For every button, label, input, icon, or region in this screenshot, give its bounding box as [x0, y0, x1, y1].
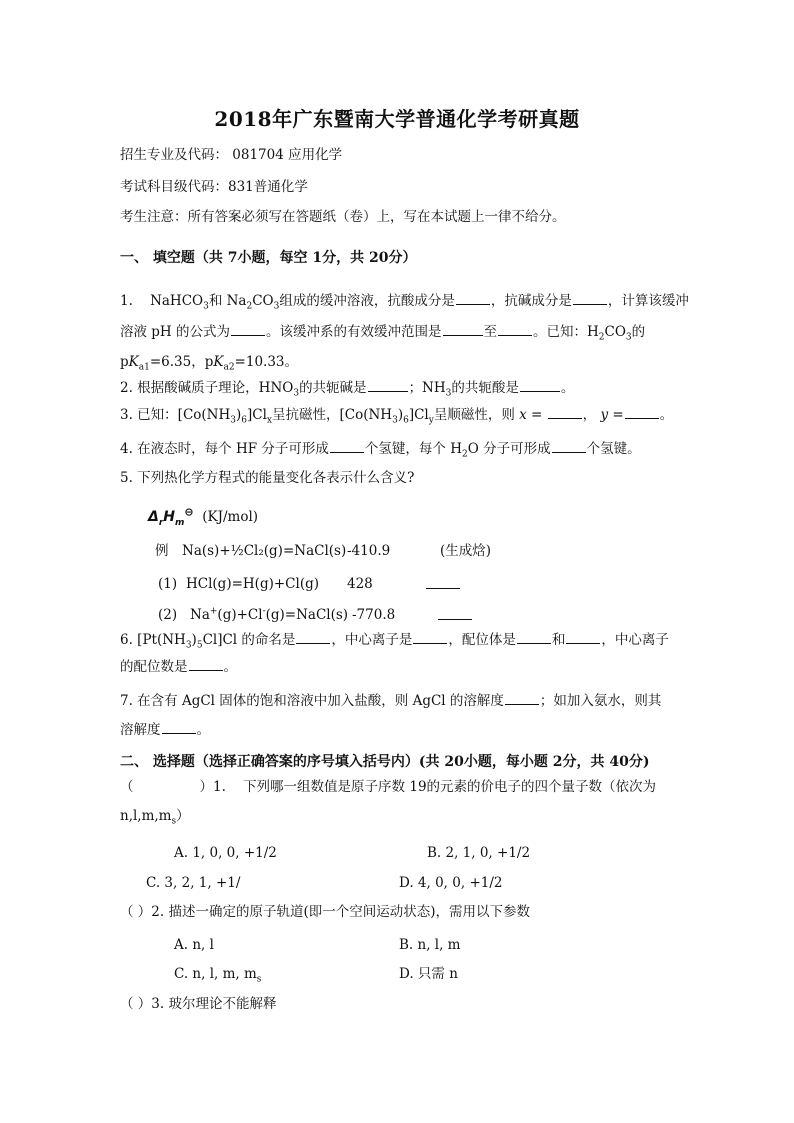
q3-text: ]Cl	[408, 407, 429, 423]
answer-blank[interactable]	[552, 439, 586, 453]
q3-text: =	[526, 407, 547, 423]
q1-text-b2: CO	[252, 293, 274, 309]
q1-line3-c: =6.35，p	[149, 354, 214, 370]
q1-sub: a2	[223, 362, 235, 373]
option-c-sub: s	[256, 974, 262, 985]
standard-state-icon: ⊖	[184, 505, 194, 519]
q3-sub: 3	[392, 415, 398, 426]
q7-text: ；如加入氨水，则其	[539, 693, 662, 709]
q1-line2-e: CO	[604, 324, 626, 340]
answer-blank[interactable]	[296, 630, 330, 644]
q3-var-y: y	[600, 407, 609, 423]
q2-line	[120, 378, 574, 397]
q1-line2	[120, 322, 645, 341]
example-label: 例	[155, 543, 169, 559]
major-line: 招生专业及代码： 081704 应用化学	[120, 147, 343, 163]
example-row	[155, 542, 169, 560]
answer-blank[interactable]	[231, 322, 265, 336]
q6-text: 的配位数是	[120, 659, 188, 675]
question-text: 下列哪一组数值是原子序数 19的元素的价电子的四个量子数（依次为	[243, 779, 657, 795]
q4-line	[120, 439, 641, 458]
reaction1-label: (1)	[158, 576, 178, 592]
answer-blank[interactable]	[330, 439, 364, 453]
answer-blank[interactable]	[548, 405, 582, 419]
q1-text-a: NaHCO	[150, 293, 204, 309]
question-text: ）	[176, 808, 190, 824]
section2-heading: 二、 选择题（选择正确答案的序号填入括号内）(共 20小题，每小题 2分，共 40分)	[120, 754, 650, 770]
symbol-sub-r: r	[158, 517, 164, 528]
q7-text: 7. 在含有 AgCl 固体的饱和溶液中加入盐酸，则 AgCl 的溶解度	[120, 693, 504, 709]
example-eq: Na(s)+½Cl₂(g)=NaCl(s)	[182, 543, 347, 559]
question-number: ）1.	[199, 779, 226, 795]
mc-q2-question: （ ）2. 描述一确定的原子轨道(即一个空间运动状态)，需用以下参数	[120, 904, 530, 920]
q2-sub: 3	[293, 388, 300, 399]
delta-symbol: Δ	[148, 509, 159, 525]
q4-text: 4. 在液态时，每个 HF 分子可形成	[120, 441, 329, 457]
mc-q2-option-a[interactable]: A. n, l	[174, 937, 214, 953]
q7-text: 。	[196, 722, 210, 738]
answer-blank[interactable]	[520, 378, 560, 392]
q2-text-c: ；NH	[408, 380, 446, 396]
q5-question: 5. 下列热化学方程式的能量变化各表示什么含义?	[120, 470, 415, 486]
q2-text-e: 。	[560, 380, 575, 396]
q-sub: s	[171, 816, 177, 827]
thermo-header	[148, 505, 259, 528]
answer-blank[interactable]	[573, 291, 607, 305]
q3-sub: y	[428, 415, 434, 426]
q3-text: =	[608, 407, 624, 423]
q6-text: Cl]Cl 的命名是	[202, 632, 296, 648]
q3-text: )	[397, 407, 404, 423]
q3-sub: 6	[241, 415, 247, 426]
answer-blank[interactable]	[189, 657, 223, 671]
q1-sub: 3	[273, 301, 280, 312]
q6-text: 6. [Pt(NH	[120, 632, 186, 648]
r2-eq-part: (g)=NaCl(s)	[265, 607, 349, 623]
answer-blank[interactable]	[426, 575, 460, 589]
q3-text: ]Cl	[247, 407, 267, 423]
q3-sub: 3	[230, 415, 236, 426]
answer-blank[interactable]	[456, 291, 490, 305]
q2-sub: 3	[445, 388, 452, 399]
q3-text: 。	[659, 407, 674, 423]
q6-text: ，中心离子是	[331, 632, 413, 648]
q1-line3	[120, 353, 298, 371]
reaction1-eq: HCl(g)=H(g)+Cl(g)	[186, 576, 319, 592]
q6-text: 和	[551, 632, 566, 648]
q3-text: )	[235, 407, 242, 423]
q1-sub: 3	[203, 301, 209, 312]
mc-q2-option-b[interactable]: B. n, l, m	[399, 937, 461, 953]
notice-line: 考生注意：所有答案必须写在答题纸（卷）上，写在本试题上一律不给分。	[120, 209, 566, 225]
q3-sub: 6	[403, 415, 409, 426]
answer-blank[interactable]	[162, 720, 196, 734]
q1-text-b: 和 Na	[208, 293, 247, 309]
answer-blank[interactable]	[498, 322, 532, 336]
q1-line3-e: =10.33。	[234, 354, 299, 370]
mc-q3-question: （ ）3. 玻尔理论不能解释	[120, 996, 277, 1012]
enthalpy-symbol	[148, 505, 194, 528]
q3-text: 呈顺磁性，则	[433, 407, 515, 423]
paren-open: （	[120, 779, 134, 795]
reaction1-answer	[425, 575, 461, 594]
q1-line2-b: 。该缓冲系的有效缓冲范围是	[266, 324, 442, 340]
subject-line: 考试科目级代码：831普通化学	[120, 179, 308, 195]
reaction2-answer	[437, 606, 473, 625]
q3-text: 3. 已知：[Co(NH	[120, 407, 231, 423]
answer-blank[interactable]	[368, 378, 408, 392]
q7-text: 溶解度	[120, 722, 161, 738]
q1-line3-k: K	[213, 354, 224, 370]
q1-num: 1.	[120, 293, 133, 309]
q1-line2-a: 溶液 pH 的公式为	[120, 324, 230, 340]
q7-line1	[120, 691, 661, 710]
q1-sub: 3	[625, 332, 632, 343]
q1-line2-c: 至	[483, 324, 497, 340]
q4-text: O 分子可形成	[467, 441, 551, 457]
q1-line3-a: p	[120, 354, 129, 370]
q1-line1	[120, 291, 689, 310]
reaction2-value: -770.8	[352, 607, 396, 623]
unit-label: (KJ/mol)	[202, 509, 259, 525]
q4-text: 个氢键。	[586, 441, 641, 457]
q6-text: 。	[223, 659, 237, 675]
q3-text: ，	[582, 407, 597, 423]
q6-text: ，中心离子	[601, 632, 669, 648]
mc-q2-option-c[interactable]	[174, 965, 261, 983]
q2-text-b: 的共轭碱是	[299, 380, 367, 396]
mc-q1-option-a[interactable]: A. 1, 0, 0, +1/2	[174, 845, 277, 861]
r2-eq-part: Na	[190, 607, 210, 623]
example-note: (生成焓)	[440, 543, 492, 559]
mc-q2-option-d[interactable]: D. 只需 n	[399, 966, 458, 982]
r2-eq-part: (g)+Cl	[217, 607, 263, 623]
section1-heading: 一、 填空题（共 7小题，每空 1分，共 20分）	[120, 250, 417, 266]
mc-q1-option-c[interactable]: C. 3, 2, 1, +1/	[146, 875, 241, 891]
q6-line2	[120, 657, 237, 676]
q6-text: ，配位体是	[448, 632, 516, 648]
reaction1-value: 428	[347, 576, 373, 592]
q1-line2-f: 的	[631, 324, 646, 340]
q1-text-c: 组成的缓冲溶液，抗酸成分是	[279, 293, 455, 309]
q3-text: 呈抗磁性，[Co(NH	[272, 407, 393, 423]
symbol-sub-m: m	[175, 517, 185, 528]
r2-sup: +	[209, 606, 218, 617]
mc-q1-option-b[interactable]: B. 2, 1, 0, +1/2	[427, 845, 531, 861]
q1-sub: a1	[138, 362, 150, 373]
r2-sup: -	[262, 606, 266, 617]
q6-line1	[120, 630, 669, 649]
q4-text: 个氢键，每个 H	[364, 441, 462, 457]
q3-line	[120, 405, 673, 424]
answer-blank[interactable]	[566, 630, 600, 644]
answer-blank[interactable]	[517, 630, 551, 644]
question-text: n,l,m,m	[120, 808, 172, 824]
mc-q1-line2	[120, 807, 190, 825]
q3-sub: x	[266, 415, 272, 426]
q2-text-a: 2. 根据酸碱质子理论，HNO	[120, 380, 294, 396]
answer-blank[interactable]	[625, 405, 659, 419]
q1-line3-k: K	[128, 354, 139, 370]
h-symbol: H	[163, 509, 176, 525]
q6-text: )	[191, 632, 197, 648]
example-value: -410.9	[347, 543, 391, 559]
exam-title: 2018年广东暨南大学普通化学考研真题	[214, 107, 580, 131]
mc-q1-line1	[120, 778, 656, 796]
q3-var-x: x	[519, 407, 527, 423]
q4-sub: 2	[461, 449, 468, 460]
q6-sub: 3	[185, 640, 192, 651]
reaction2-eq	[190, 606, 348, 624]
answer-blank[interactable]	[443, 322, 483, 336]
mc-q1-option-d[interactable]: D. 4, 0, 0, +1/2	[399, 875, 503, 891]
answer-blank[interactable]	[438, 606, 472, 620]
reaction2-label: (2)	[158, 607, 178, 623]
q2-text-d: 的共轭酸是	[451, 380, 519, 396]
q7-line2	[120, 720, 210, 739]
q6-sub: 5	[196, 640, 203, 651]
q1-sub: 2	[598, 332, 605, 343]
q1-text-d: ，抗碱成分是	[490, 293, 572, 309]
option-c-text: C. n, l, m, m	[174, 966, 257, 982]
q1-line2-d: 。已知：H	[533, 324, 599, 340]
answer-blank[interactable]	[413, 630, 447, 644]
q1-sub: 2	[246, 301, 253, 312]
q1-text-e: ，计算该缓冲	[607, 293, 689, 309]
answer-blank[interactable]	[505, 691, 539, 705]
